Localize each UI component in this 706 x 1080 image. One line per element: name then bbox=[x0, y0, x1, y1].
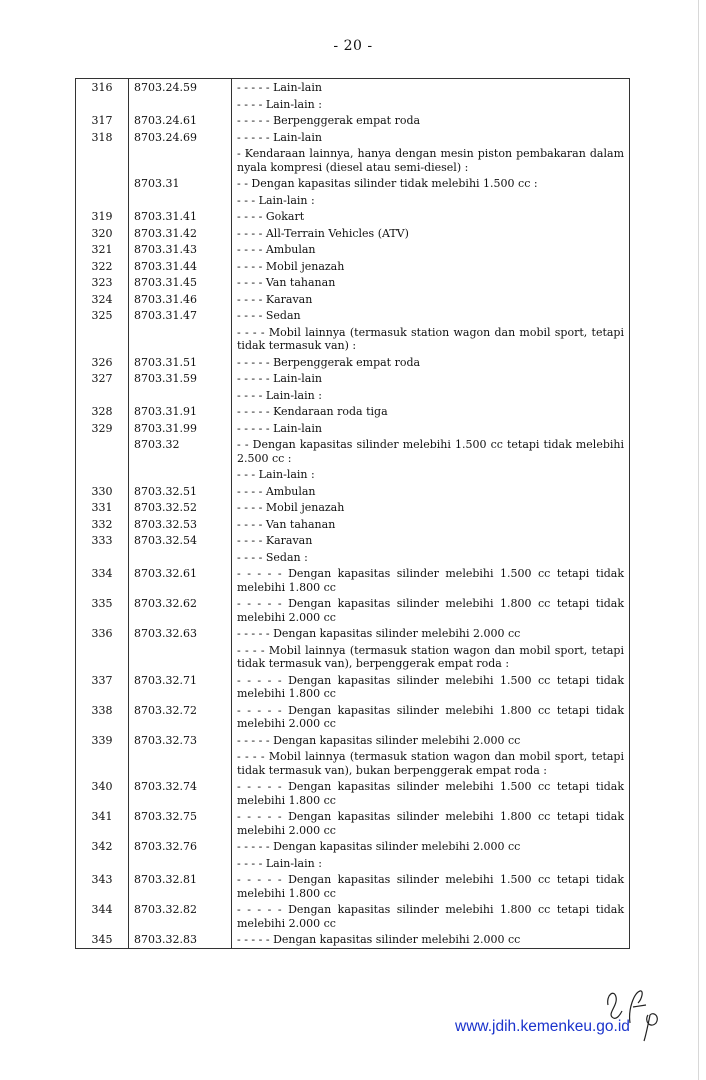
table-row bbox=[76, 241, 630, 258]
table-row bbox=[76, 516, 630, 533]
hs-code: 8703.32.72 bbox=[129, 702, 232, 732]
row-number: 326 bbox=[76, 354, 129, 371]
row-description: - - - Lain-lain : bbox=[232, 192, 630, 209]
row-description: - - - - - Dengan kapasitas silinder melebihi 2.000 cc bbox=[232, 625, 630, 642]
row-description: - - - - Mobil jenazah bbox=[232, 499, 630, 516]
signature-initials bbox=[600, 985, 670, 1045]
row-number bbox=[76, 549, 129, 566]
row-number: 334 bbox=[76, 565, 129, 595]
table-row bbox=[76, 192, 630, 209]
table-row bbox=[76, 549, 630, 566]
hs-code: 8703.32.81 bbox=[129, 871, 232, 901]
row-description: - - Dengan kapasitas silinder tidak melebihi 1.500 cc : bbox=[232, 175, 630, 192]
hs-code bbox=[129, 324, 232, 354]
row-description: - - - - - Lain-lain bbox=[232, 129, 630, 146]
row-description: - - - - Sedan bbox=[232, 307, 630, 324]
row-description: - - - - - Kendaraan roda tiga bbox=[232, 403, 630, 420]
table-row bbox=[76, 370, 630, 387]
row-number bbox=[76, 324, 129, 354]
table-row bbox=[76, 274, 630, 291]
row-number bbox=[76, 642, 129, 672]
row-description: - - - - Van tahanan bbox=[232, 274, 630, 291]
table-row bbox=[76, 642, 630, 672]
hs-code: 8703.31.45 bbox=[129, 274, 232, 291]
hs-code bbox=[129, 549, 232, 566]
row-number bbox=[76, 436, 129, 466]
table-row bbox=[76, 732, 630, 749]
row-number: 331 bbox=[76, 499, 129, 516]
row-description: - - - - Mobil lainnya (termasuk station wagon dan mobil sport, tetapi tidak termasuk van) : bbox=[232, 324, 630, 354]
row-description: - - - - Ambulan bbox=[232, 241, 630, 258]
table-row bbox=[76, 145, 630, 175]
row-description: - - - - - Berpenggerak empat roda bbox=[232, 354, 630, 371]
table-row bbox=[76, 931, 630, 948]
footer-website-link[interactable]: www.jdih.kemenkeu.go.id bbox=[455, 1018, 630, 1035]
table-row bbox=[76, 324, 630, 354]
row-number: 328 bbox=[76, 403, 129, 420]
row-number bbox=[76, 387, 129, 404]
table-row bbox=[76, 871, 630, 901]
row-description: - - - - Mobil lainnya (termasuk station wagon dan mobil sport, tetapi tidak termasuk van), bukan berpenggerak empat roda : bbox=[232, 748, 630, 778]
row-number: 341 bbox=[76, 808, 129, 838]
table-row bbox=[76, 778, 630, 808]
hs-code: 8703.32.54 bbox=[129, 532, 232, 549]
row-number: 325 bbox=[76, 307, 129, 324]
table-row bbox=[76, 354, 630, 371]
hs-code: 8703.32.82 bbox=[129, 901, 232, 931]
hs-code: 8703.32.53 bbox=[129, 516, 232, 533]
table-row bbox=[76, 483, 630, 500]
tariff-table bbox=[75, 78, 630, 949]
hs-code bbox=[129, 387, 232, 404]
hs-code: 8703.31.99 bbox=[129, 420, 232, 437]
row-description: - Kendaraan lainnya, hanya dengan mesin piston pembakaran dalam nyala kompresi (diesel atau semi-diesel) : bbox=[232, 145, 630, 175]
row-number: 342 bbox=[76, 838, 129, 855]
table-row bbox=[76, 855, 630, 872]
row-number: 316 bbox=[76, 79, 129, 96]
hs-code bbox=[129, 145, 232, 175]
row-number bbox=[76, 466, 129, 483]
hs-code bbox=[129, 748, 232, 778]
hs-code bbox=[129, 96, 232, 113]
table-row bbox=[76, 499, 630, 516]
row-number: 329 bbox=[76, 420, 129, 437]
table-row bbox=[76, 258, 630, 275]
row-description: - - - - Gokart bbox=[232, 208, 630, 225]
row-description: - - - - Mobil lainnya (termasuk station wagon dan mobil sport, tetapi tidak termasuk van), berpenggerak empat roda : bbox=[232, 642, 630, 672]
row-number: 345 bbox=[76, 931, 129, 948]
row-description: - - - - - Dengan kapasitas silinder melebihi 1.500 cc tetapi tidak melebihi 1.800 cc bbox=[232, 778, 630, 808]
hs-code bbox=[129, 642, 232, 672]
hs-code: 8703.24.69 bbox=[129, 129, 232, 146]
row-number: 344 bbox=[76, 901, 129, 931]
row-number: 335 bbox=[76, 595, 129, 625]
row-description: - - - - Mobil jenazah bbox=[232, 258, 630, 275]
row-description: - - - - Lain-lain : bbox=[232, 96, 630, 113]
hs-code: 8703.31 bbox=[129, 175, 232, 192]
hs-code: 8703.32.71 bbox=[129, 672, 232, 702]
row-description: - - - - Ambulan bbox=[232, 483, 630, 500]
row-number bbox=[76, 748, 129, 778]
table-row bbox=[76, 672, 630, 702]
row-number: 338 bbox=[76, 702, 129, 732]
row-number: 330 bbox=[76, 483, 129, 500]
table-row bbox=[76, 79, 630, 96]
table-row bbox=[76, 387, 630, 404]
row-number: 340 bbox=[76, 778, 129, 808]
hs-code: 8703.31.91 bbox=[129, 403, 232, 420]
hs-code: 8703.32.73 bbox=[129, 732, 232, 749]
row-description: - - - - - Dengan kapasitas silinder melebihi 1.500 cc tetapi tidak melebihi 1.800 cc bbox=[232, 672, 630, 702]
row-number: 320 bbox=[76, 225, 129, 242]
hs-code: 8703.24.59 bbox=[129, 79, 232, 96]
scan-edge-line bbox=[698, 0, 699, 1080]
table-row bbox=[76, 565, 630, 595]
row-description: - - - - - Lain-lain bbox=[232, 420, 630, 437]
row-number: 319 bbox=[76, 208, 129, 225]
row-description: - - - - Lain-lain : bbox=[232, 387, 630, 404]
hs-code: 8703.31.43 bbox=[129, 241, 232, 258]
row-number: 337 bbox=[76, 672, 129, 702]
row-number: 318 bbox=[76, 129, 129, 146]
table-row bbox=[76, 112, 630, 129]
row-number: 339 bbox=[76, 732, 129, 749]
hs-code: 8703.31.47 bbox=[129, 307, 232, 324]
table-row bbox=[76, 96, 630, 113]
row-description: - - - - - Dengan kapasitas silinder melebihi 1.800 cc tetapi tidak melebihi 2.000 cc bbox=[232, 808, 630, 838]
tariff-table-body bbox=[76, 79, 630, 949]
hs-code: 8703.31.42 bbox=[129, 225, 232, 242]
table-row bbox=[76, 532, 630, 549]
hs-code: 8703.31.59 bbox=[129, 370, 232, 387]
hs-code bbox=[129, 855, 232, 872]
row-description: - - - - Sedan : bbox=[232, 549, 630, 566]
row-number bbox=[76, 855, 129, 872]
table-row bbox=[76, 129, 630, 146]
row-number: 343 bbox=[76, 871, 129, 901]
hs-code: 8703.32.75 bbox=[129, 808, 232, 838]
hs-code: 8703.32.51 bbox=[129, 483, 232, 500]
table-row bbox=[76, 748, 630, 778]
row-description: - - - - - Dengan kapasitas silinder melebihi 2.000 cc bbox=[232, 931, 630, 948]
table-row bbox=[76, 625, 630, 642]
table-row bbox=[76, 901, 630, 931]
row-description: - - - - Karavan bbox=[232, 532, 630, 549]
table-row bbox=[76, 808, 630, 838]
page-number: - 20 - bbox=[333, 38, 373, 54]
hs-code: 8703.32.52 bbox=[129, 499, 232, 516]
row-number bbox=[76, 145, 129, 175]
row-number: 327 bbox=[76, 370, 129, 387]
hs-code: 8703.32.61 bbox=[129, 565, 232, 595]
table-row bbox=[76, 466, 630, 483]
hs-code bbox=[129, 466, 232, 483]
table-row bbox=[76, 838, 630, 855]
row-number: 321 bbox=[76, 241, 129, 258]
row-description: - - - - - Dengan kapasitas silinder melebihi 2.000 cc bbox=[232, 838, 630, 855]
hs-code: 8703.32 bbox=[129, 436, 232, 466]
table-row bbox=[76, 208, 630, 225]
row-description: - - - - - Dengan kapasitas silinder melebihi 1.800 cc tetapi tidak melebihi 2.000 cc bbox=[232, 901, 630, 931]
row-number bbox=[76, 192, 129, 209]
hs-code: 8703.32.83 bbox=[129, 931, 232, 948]
hs-code: 8703.31.46 bbox=[129, 291, 232, 308]
hs-code: 8703.31.44 bbox=[129, 258, 232, 275]
row-number: 336 bbox=[76, 625, 129, 642]
row-number bbox=[76, 175, 129, 192]
hs-code: 8703.31.41 bbox=[129, 208, 232, 225]
row-description: - - - - - Berpenggerak empat roda bbox=[232, 112, 630, 129]
table-row bbox=[76, 291, 630, 308]
row-description: - - - - - Dengan kapasitas silinder melebihi 1.500 cc tetapi tidak melebihi 1.800 cc bbox=[232, 565, 630, 595]
hs-code: 8703.24.61 bbox=[129, 112, 232, 129]
row-number: 322 bbox=[76, 258, 129, 275]
row-description: - - - - - Dengan kapasitas silinder melebihi 1.500 cc tetapi tidak melebihi 1.800 cc bbox=[232, 871, 630, 901]
row-description: - - - - - Dengan kapasitas silinder melebihi 2.000 cc bbox=[232, 732, 630, 749]
row-number: 332 bbox=[76, 516, 129, 533]
table-row bbox=[76, 420, 630, 437]
hs-code bbox=[129, 192, 232, 209]
row-description: - - - - - Lain-lain bbox=[232, 370, 630, 387]
table-row bbox=[76, 595, 630, 625]
row-description: - - - Lain-lain : bbox=[232, 466, 630, 483]
table-row bbox=[76, 307, 630, 324]
row-description: - - - - Karavan bbox=[232, 291, 630, 308]
row-description: - - - - Lain-lain : bbox=[232, 855, 630, 872]
hs-code: 8703.32.74 bbox=[129, 778, 232, 808]
hs-code: 8703.31.51 bbox=[129, 354, 232, 371]
hs-code: 8703.32.63 bbox=[129, 625, 232, 642]
row-description: - - - - All-Terrain Vehicles (ATV) bbox=[232, 225, 630, 242]
row-description: - - Dengan kapasitas silinder melebihi 1.500 cc tetapi tidak melebihi 2.500 cc : bbox=[232, 436, 630, 466]
row-number: 324 bbox=[76, 291, 129, 308]
hs-code: 8703.32.62 bbox=[129, 595, 232, 625]
table-row bbox=[76, 175, 630, 192]
table-row bbox=[76, 702, 630, 732]
row-number: 333 bbox=[76, 532, 129, 549]
row-description: - - - - Van tahanan bbox=[232, 516, 630, 533]
table-row bbox=[76, 225, 630, 242]
table-row bbox=[76, 436, 630, 466]
row-description: - - - - - Dengan kapasitas silinder melebihi 1.800 cc tetapi tidak melebihi 2.000 cc bbox=[232, 595, 630, 625]
row-number: 323 bbox=[76, 274, 129, 291]
row-description: - - - - - Lain-lain bbox=[232, 79, 630, 96]
hs-code: 8703.32.76 bbox=[129, 838, 232, 855]
row-number: 317 bbox=[76, 112, 129, 129]
table-row bbox=[76, 403, 630, 420]
row-number bbox=[76, 96, 129, 113]
row-description: - - - - - Dengan kapasitas silinder melebihi 1.800 cc tetapi tidak melebihi 2.000 cc bbox=[232, 702, 630, 732]
